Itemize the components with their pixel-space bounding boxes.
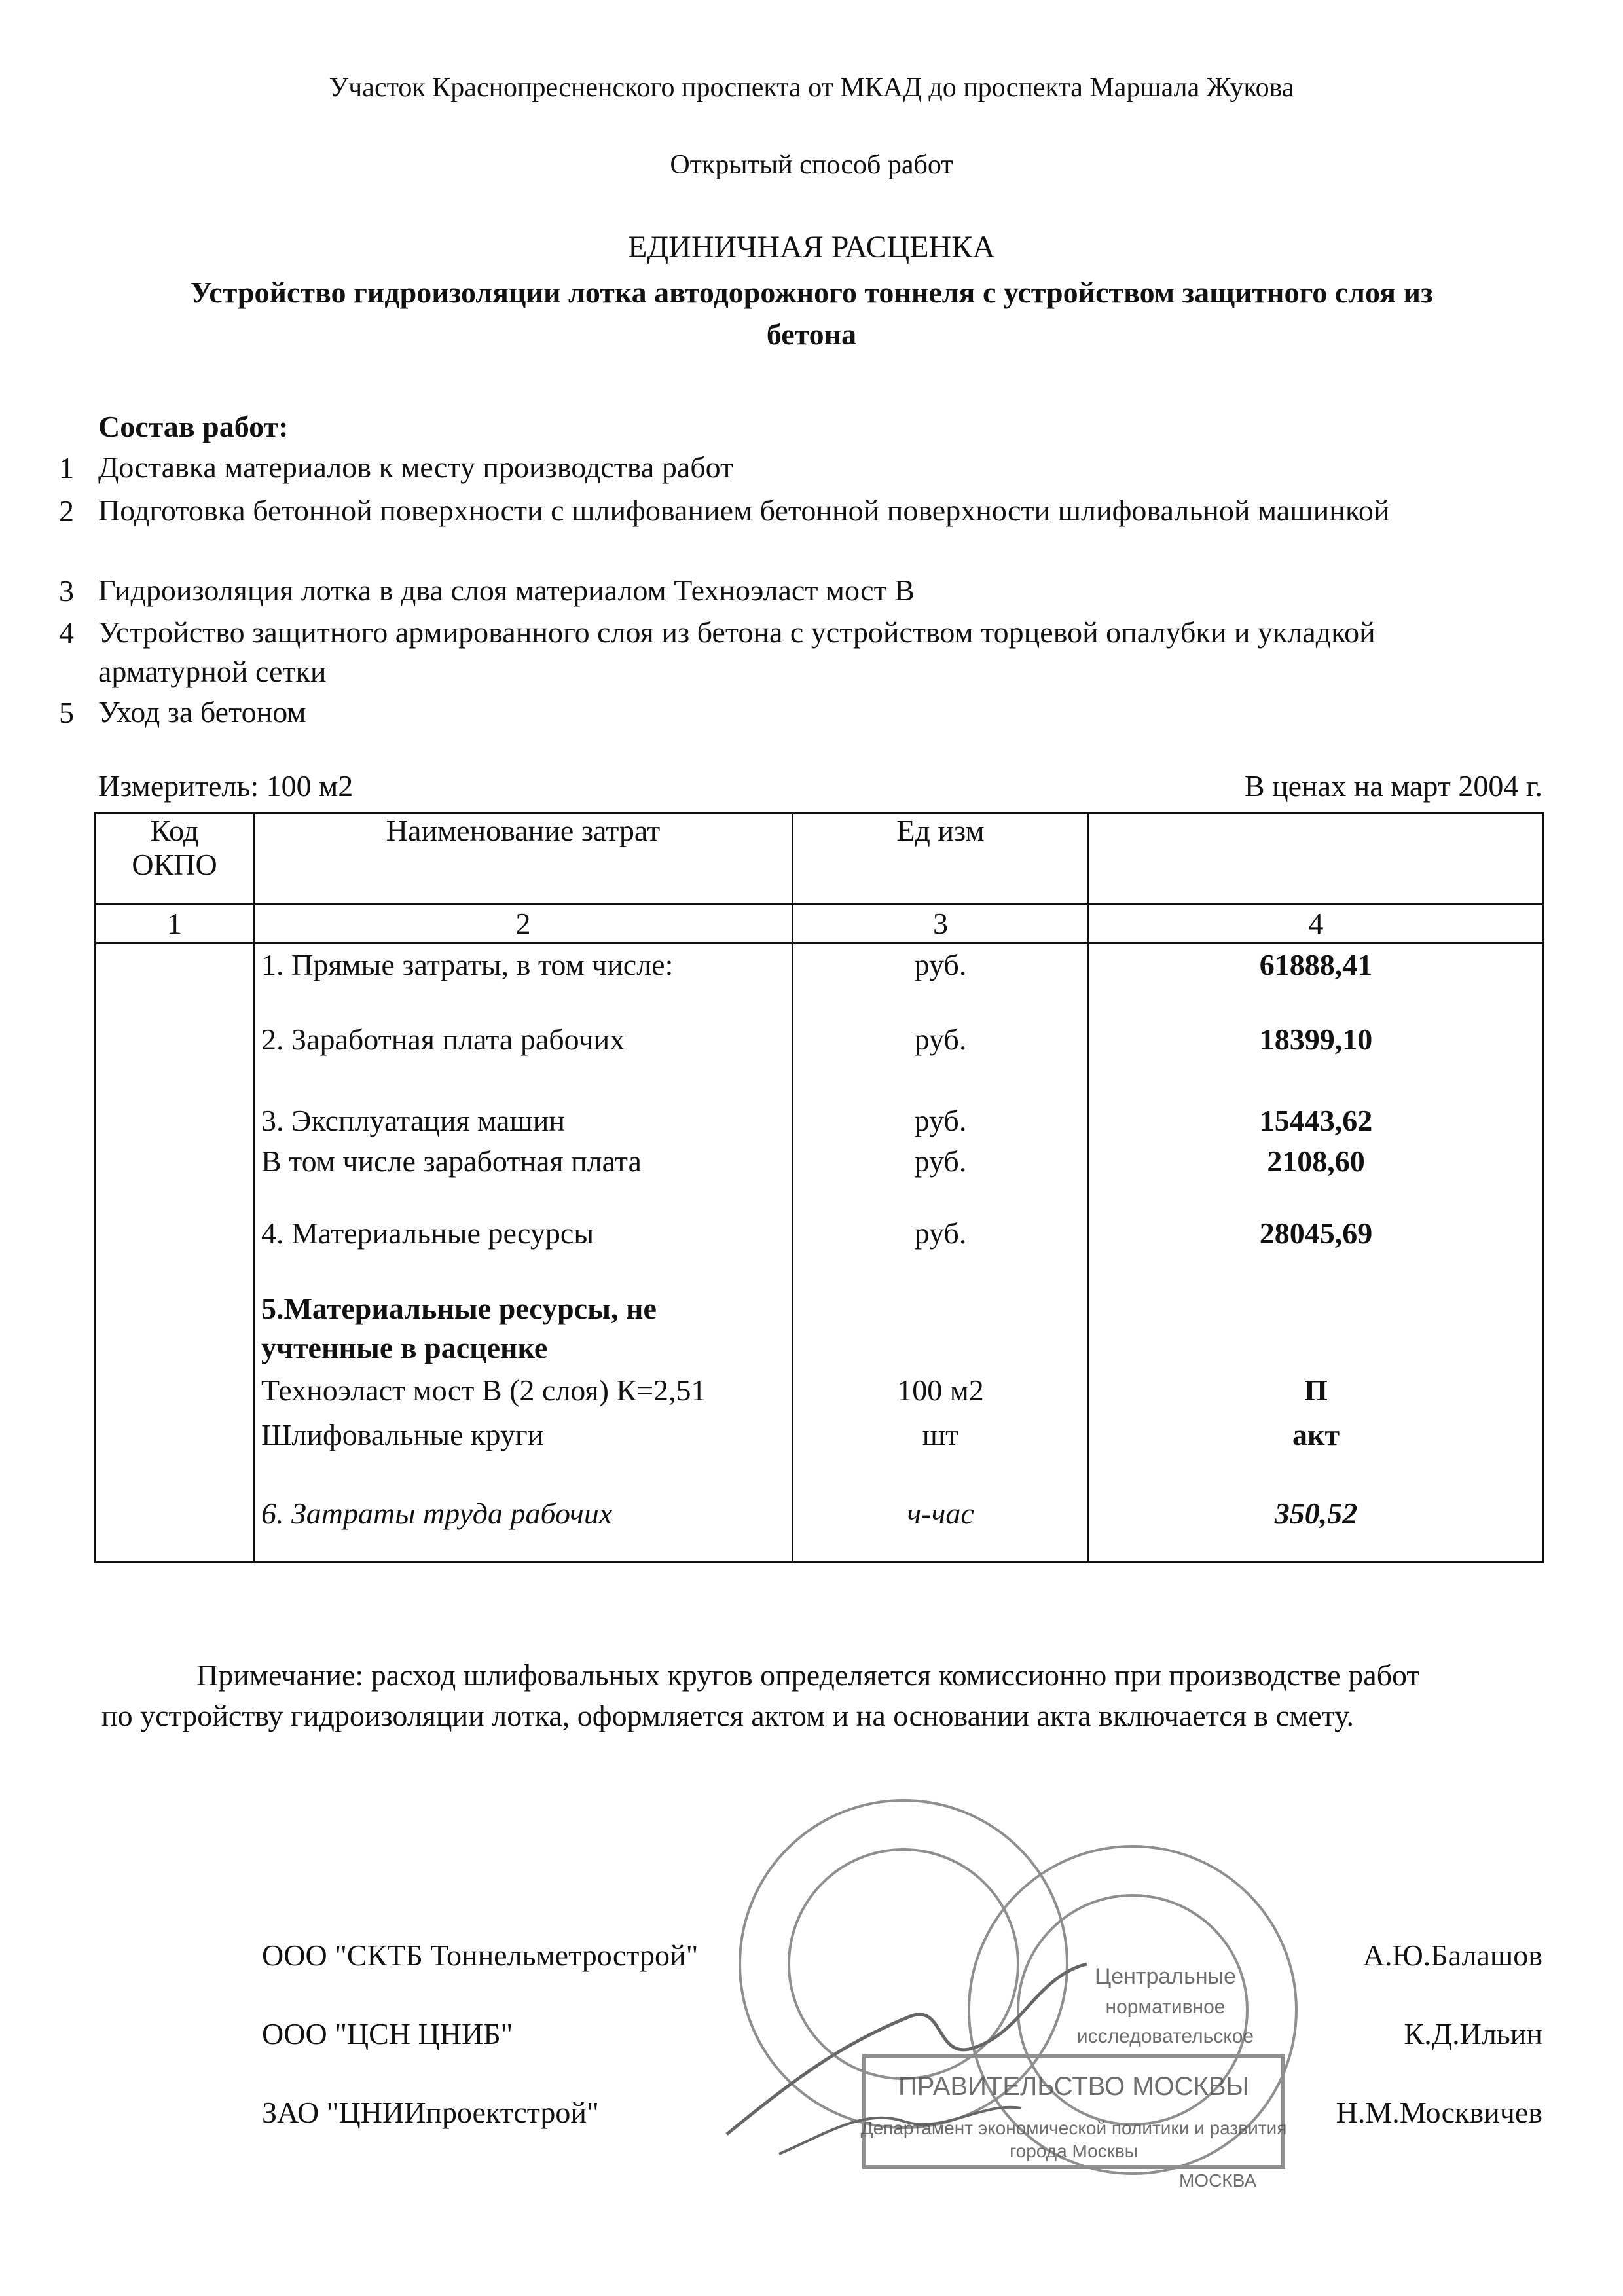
work-item-number: 4 bbox=[59, 616, 74, 649]
unit-value: руб. bbox=[914, 1216, 967, 1250]
unit-value: 100 м2 bbox=[897, 1374, 984, 1407]
unit-value: ч-час bbox=[907, 1497, 974, 1530]
cost-name: 4. Материальные ресурсы bbox=[261, 1216, 594, 1250]
header-cost-name: Наименование затрат bbox=[254, 813, 793, 905]
cost-name-section: 5.Материальные ресурсы, не bbox=[261, 1292, 657, 1325]
unit-value: шт bbox=[922, 1418, 959, 1451]
stamp-text-1: ПРАВИТЕЛЬСТВО МОСКВЫ bbox=[898, 2072, 1249, 2101]
work-item-number: 2 bbox=[59, 494, 74, 528]
code-column-cell bbox=[96, 943, 254, 1563]
work-item-text: Доставка материалов к месту производства работ bbox=[98, 450, 734, 484]
cost-name: 2. Заработная плата рабочих bbox=[261, 1023, 625, 1056]
cost-name: 1. Прямые затраты, в том числе: bbox=[261, 948, 674, 981]
cost-name-section: учтенные в расценке bbox=[261, 1331, 548, 1364]
signature-stroke bbox=[727, 1964, 1087, 2134]
site-title: Участок Краснопресненского проспекта от МКАД до проспекта Маршала Жукова bbox=[329, 73, 1294, 103]
column-number: 3 bbox=[793, 905, 1089, 943]
note-line-2: по устройству гидроизоляции лотка, оформляется актом и на основании акта включается в смету. bbox=[101, 1699, 1354, 1732]
header-value bbox=[1089, 813, 1544, 905]
cost-value: П bbox=[1304, 1374, 1328, 1407]
column-number: 4 bbox=[1089, 905, 1544, 943]
stamp-inner-3: исследовательское bbox=[1076, 2026, 1254, 2047]
works-heading: Состав работ: bbox=[98, 410, 289, 443]
cost-table bbox=[94, 812, 1544, 1563]
table-header-row bbox=[96, 813, 1544, 905]
stamp-ring-text: МОСКВА bbox=[1178, 2170, 1257, 2191]
header-code-okpo bbox=[96, 813, 254, 905]
subtitle-line-1: Устройство гидроизоляции лотка автодорожного тоннеля с устройством защитного слоя из bbox=[190, 276, 1433, 309]
cost-value: 15443,62 bbox=[1259, 1104, 1373, 1137]
header-code-line-1: Код bbox=[150, 814, 199, 847]
unit-value: руб. bbox=[914, 948, 967, 981]
cost-name: Шлифовальные круги bbox=[261, 1418, 544, 1451]
cost-name: Техноэласт мост В (2 слоя) К=2,51 bbox=[261, 1374, 706, 1407]
signature-org: ООО "ЦСН ЦНИБ" bbox=[262, 2017, 513, 2050]
work-item-text: Устройство защитного армированного слоя из бетона с устройством торцевой опалубки и укладкой bbox=[98, 615, 1376, 649]
signature-org: ООО "СКТБ Тоннельметрострой" bbox=[262, 1939, 699, 1972]
work-item-number: 1 bbox=[59, 451, 74, 484]
cost-value: акт bbox=[1292, 1418, 1340, 1451]
method-label: Открытый способ работ bbox=[670, 150, 953, 180]
cost-value: 18399,10 bbox=[1259, 1023, 1373, 1056]
signature-person: А.Ю.Балашов bbox=[1362, 1939, 1542, 1972]
meter-label: Измеритель: 100 м2 bbox=[98, 769, 354, 803]
stamp-inner-1: Центральные bbox=[1095, 1964, 1236, 1989]
unit-value: руб. bbox=[914, 1104, 967, 1137]
signature-person: К.Д.Ильин bbox=[1404, 2017, 1542, 2050]
value-column-cell bbox=[1089, 943, 1544, 1563]
unit-value: руб. bbox=[914, 1144, 967, 1178]
work-item-text: Гидроизоляция лотка в два слоя материалом Техноэласт мост В bbox=[98, 574, 915, 607]
document-title: ЕДИНИЧНАЯ РАСЦЕНКА bbox=[628, 230, 995, 264]
unit-column-cell bbox=[793, 943, 1089, 1563]
cost-value: 2108,60 bbox=[1267, 1144, 1365, 1178]
work-item-text: Уход за бетоном bbox=[98, 695, 306, 729]
column-number: 1 bbox=[96, 905, 254, 943]
work-item-number: 5 bbox=[59, 696, 74, 729]
table-number-row bbox=[96, 905, 1544, 943]
cost-name: 3. Эксплуатация машин bbox=[261, 1104, 566, 1137]
signature-org: ЗАО "ЦНИИпроектстрой" bbox=[262, 2096, 599, 2129]
cost-name: 6. Затраты труда рабочих bbox=[261, 1497, 613, 1530]
work-item-text-continued: арматурной сетки bbox=[98, 655, 327, 688]
note-line-1: Примечание: расход шлифовальных кругов определяется комиссионно при производстве работ bbox=[196, 1658, 1420, 1692]
work-item-number: 3 bbox=[59, 574, 74, 608]
unit-value: руб. bbox=[914, 1023, 967, 1056]
cost-name: В том числе заработная плата bbox=[261, 1144, 642, 1178]
stamp-text-2: Департамент экономической политики и развития bbox=[860, 2118, 1287, 2138]
header-unit: Ед изм bbox=[793, 813, 1089, 905]
cost-value: 61888,41 bbox=[1259, 948, 1373, 981]
subtitle-line-2: бетона bbox=[766, 318, 857, 351]
price-basis: В ценах на март 2004 г. bbox=[1244, 769, 1542, 803]
cost-value: 28045,69 bbox=[1259, 1216, 1373, 1250]
stamp-text-3: города Москвы bbox=[1010, 2141, 1138, 2161]
stamp-inner-2: нормативное bbox=[1105, 1996, 1226, 2018]
name-column-cell bbox=[254, 943, 793, 1563]
cost-value: 350,52 bbox=[1274, 1497, 1358, 1530]
signature-person: Н.М.Москвичев bbox=[1336, 2096, 1542, 2129]
header-code-line-2: ОКПО bbox=[132, 848, 217, 881]
work-item-text: Подготовка бетонной поверхности с шлифованием бетонной поверхности шлифовальной машинкой bbox=[98, 494, 1390, 527]
column-number: 2 bbox=[254, 905, 793, 943]
table-body-row bbox=[96, 943, 1544, 1563]
stamp-seals bbox=[629, 1768, 1375, 2239]
